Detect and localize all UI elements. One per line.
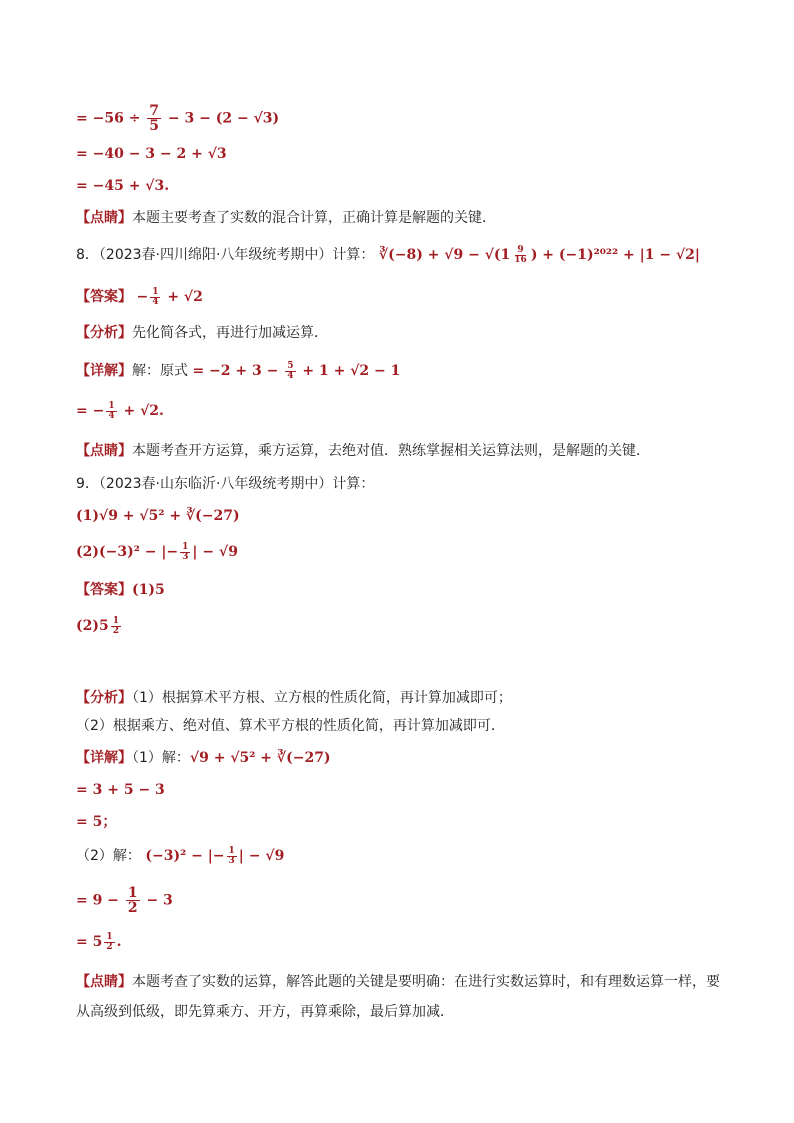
- comment-tag: 【点睛】: [76, 974, 132, 990]
- comment-tag: 【点睛】: [76, 443, 132, 459]
- comment-line: 【点睛】本题考查开方运算，乘方运算，去绝对值．熟练掌握相关运算法则，是解题的关键．: [76, 443, 650, 459]
- answer-value: − $\frac{1}{4}$ + √2: [136, 286, 203, 307]
- comment-line: 【点睛】本题主要考查了实数的混合计算，正确计算是解题的关键．: [76, 210, 496, 226]
- detail-tag: 【详解】: [76, 363, 132, 379]
- answer-tag: 【答案】: [76, 289, 132, 305]
- calc-line: = − $\frac{1}{4}$ + √2.: [76, 400, 164, 421]
- analysis-line: 【分析】先化简各式，再进行加减运算．: [76, 325, 328, 341]
- question-part-1: (1)√9 + √5² + ∛(−27): [76, 508, 240, 524]
- analysis-line: 【分析】（1）根据算术平方根、立方根的性质化简，再计算加减即可；: [76, 690, 512, 706]
- calc-line: = −45 + √3.: [76, 178, 170, 194]
- calc-line: = 5；: [76, 814, 117, 830]
- question-9: 9．（2023春·山东临沂·八年级统考期中）计算：: [76, 476, 375, 492]
- calc-line: = −56 ÷ $\frac{7}{5}$ − 3 − (2 − √3): [76, 103, 280, 134]
- calc-line: = −40 − 3 − 2 + √3: [76, 146, 227, 162]
- calc-line: = 3 + 5 − 3: [76, 782, 165, 798]
- answer-line: [76, 578, 165, 602]
- analysis-tag: 【分析】: [76, 325, 132, 341]
- analysis-tag: 【分析】: [76, 690, 132, 706]
- answer-part-2: (2)5 $\frac{1}{2}$: [76, 615, 119, 636]
- question-part-2: (2)(−3)² − |− $\frac{1}{3}$ | − √9: [76, 541, 238, 562]
- answer-tag: 【答案】: [76, 582, 132, 598]
- comment-line-2: 从高级到低级，即先算乘方、开方，再算乘除，最后算加减．: [76, 1004, 454, 1020]
- detail-line-2: （2）解： (−3)² − |− $\frac{1}{3}$ | − √9: [76, 845, 285, 866]
- question-stem: 8．（2023春·四川绵阳·八年级统考期中）计算：: [76, 247, 375, 263]
- question-expression: ∛(−8) + √9 − √(1 $\frac{9}{16}$ ) + (−1)²⁰²² + |1 − √2|: [378, 244, 700, 265]
- calc-line: = 5 $\frac{1}{2}$ .: [76, 931, 122, 952]
- answer-line: [76, 285, 203, 309]
- detail-line: 【详解】解：原式 = −2 + 3 − $\frac{5}{4}$ + 1 + √2 − 1: [76, 360, 401, 381]
- calc-line: = 9 − $\frac{1}{2}$ − 3: [76, 885, 173, 916]
- detail-line: 【详解】（1）解：√9 + √5² + ∛(−27): [76, 750, 331, 766]
- question-8: [76, 243, 700, 267]
- detail-tag: 【详解】: [76, 750, 132, 766]
- comment-line: 【点睛】本题考查了实数的运算，解答此题的关键是要明确：在进行实数运算时，和有理数运算一样，要: [76, 974, 720, 990]
- answer-part-1: (1)5: [132, 582, 165, 598]
- comment-tag: 【点睛】: [76, 210, 132, 226]
- analysis-line-2: （2）根据乘方、绝对值、算术平方根的性质化简，再计算加减即可．: [76, 718, 505, 734]
- fraction: $\frac{7}{5}$: [149, 103, 160, 134]
